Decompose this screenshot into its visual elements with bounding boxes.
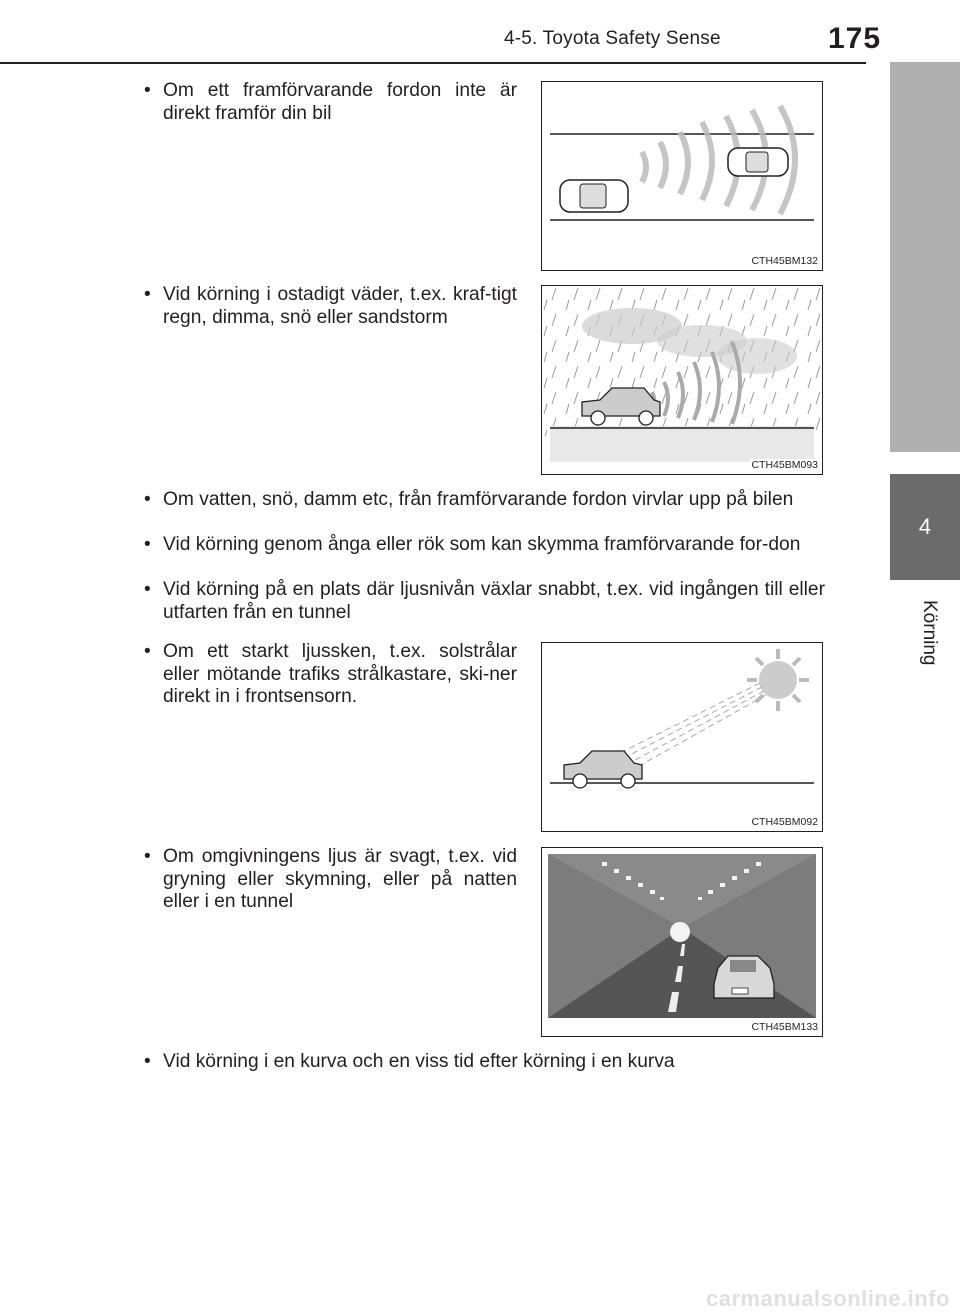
figure-code: CTH45BM133 — [751, 1021, 818, 1033]
bullet-text: Om vatten, snö, damm etc, från framförvarande fordon virvlar upp på bilen — [163, 489, 794, 510]
front-car-icon — [728, 148, 788, 176]
bullet-item — [144, 284, 517, 329]
figure-code: CTH45BM132 — [751, 255, 818, 267]
header-rule — [0, 62, 866, 64]
bullet-dot: • — [144, 80, 151, 101]
bullet-dot: • — [144, 284, 151, 305]
bullet-dot: • — [144, 846, 151, 867]
bullet-text: Vid körning genom ånga eller rök som kan skymma framförvarande for-don — [163, 534, 801, 555]
bullet-dot: • — [144, 534, 151, 555]
bullet-item — [144, 579, 825, 624]
figure-sun-glare — [541, 642, 823, 832]
bullet-item — [144, 489, 825, 512]
watermark-text: carmanualsonline.info — [706, 1286, 950, 1311]
bullet-dot: • — [144, 579, 151, 600]
bullet-item — [144, 641, 517, 709]
bullet-text: Vid körning på en plats där ljusnivån växlar snabbt, t.ex. vid ingången till eller utfarten från en tunnel — [163, 579, 825, 623]
section-title: 4-5. Toyota Safety Sense — [504, 28, 721, 49]
figure-code: CTH45BM092 — [751, 816, 818, 828]
bullet-item — [144, 534, 825, 557]
bullet-text: Vid körning i ostadigt väder, t.ex. kraf-tigt regn, dimma, snö eller sandstorm — [163, 284, 517, 328]
sun-icon — [747, 649, 809, 711]
chapter-side-tab — [890, 0, 960, 1312]
bullet-dot: • — [144, 641, 151, 662]
figure-code: CTH45BM093 — [751, 459, 818, 471]
bullet-item — [144, 80, 517, 125]
figure-offset-vehicle — [541, 81, 823, 271]
tunnel-illustration — [542, 848, 822, 1036]
own-car-icon — [560, 180, 628, 212]
car-rear-icon — [714, 956, 774, 998]
tab-bar-inactive — [890, 62, 960, 452]
figure-tunnel — [541, 847, 823, 1037]
watermark-strip — [0, 1286, 960, 1312]
bullet-text: Om ett starkt ljussken, t.ex. solstrålar eller mötande trafiks strålkastare, ski-ner direkt in i frontsensorn. — [163, 641, 517, 707]
bullet-text: Om ett framförvarande fordon inte är direkt framför din bil — [163, 80, 517, 124]
bullet-dot: • — [144, 1051, 151, 1072]
bullet-text: Vid körning i en kurva och en viss tid efter körning i en kurva — [163, 1051, 675, 1072]
bullet-text: Om omgivningens ljus är svagt, t.ex. vid gryning eller skymning, eller på natten eller i en tunnel — [163, 846, 517, 912]
chapter-title: Körning — [919, 600, 940, 666]
figure-rain-weather — [541, 285, 823, 475]
rain-weather-illustration — [542, 286, 822, 474]
bullet-dot: • — [144, 489, 151, 510]
bullet-item — [144, 846, 517, 914]
chapter-number: 4 — [890, 474, 960, 580]
offset-vehicle-illustration — [542, 82, 822, 270]
page-number: 175 — [828, 22, 882, 55]
bullet-item — [144, 1051, 825, 1074]
sun-glare-illustration — [542, 643, 822, 831]
